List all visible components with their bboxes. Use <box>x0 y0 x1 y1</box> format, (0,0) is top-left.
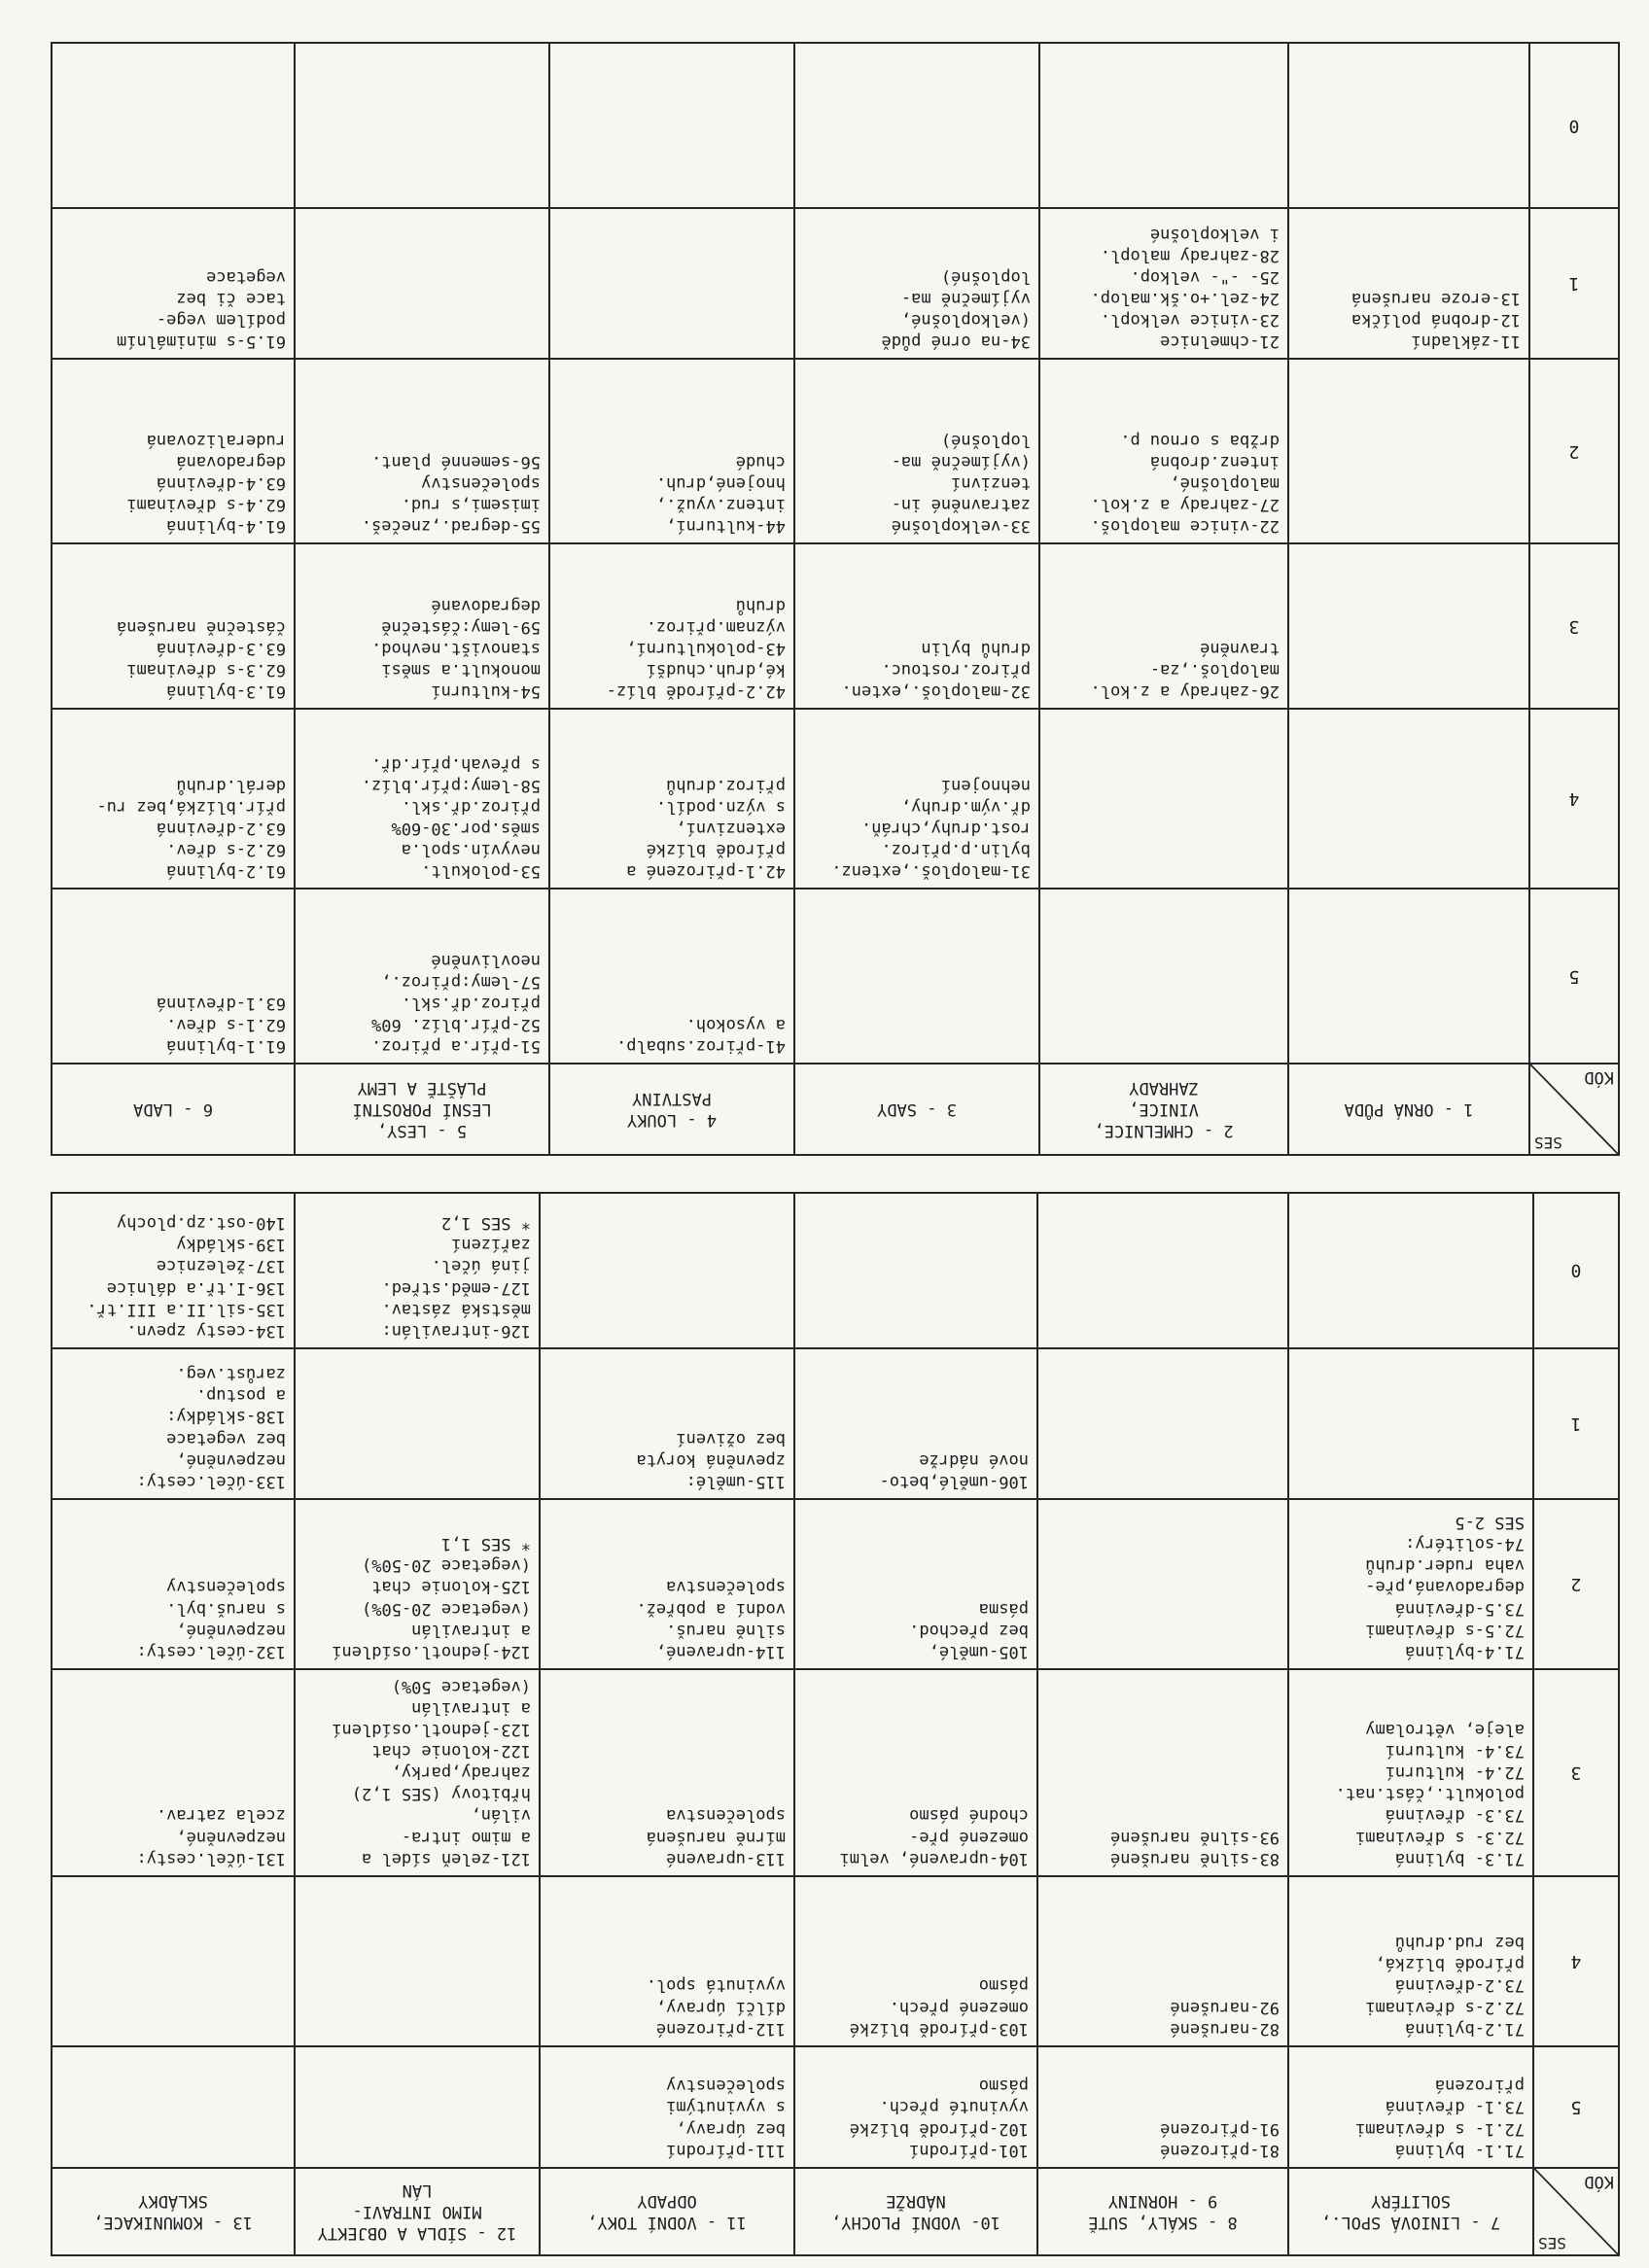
table-cell: 71.3- bylinná 72.3- s dřevinami 73.3- dřevinná polokult.,část.nat. 72.4- kulturní 73.4- kulturní aleje, větrolamy <box>1288 1669 1533 1876</box>
table-cell <box>1288 709 1529 889</box>
table-cell: 131-účel.cesty: nezpevněné, zcela zatrav. <box>52 1669 295 1876</box>
table-cell: 33-velkoplošné zatravněné in- tenzivní (vyjímečně ma- loplošné) <box>794 359 1039 543</box>
table-row <box>52 1499 1619 1669</box>
table-cell: 106-umělé,beto- nové nádrže <box>794 1348 1037 1499</box>
row-code: 0 <box>1529 43 1619 208</box>
table-cell: 21-chmelnice 23-vinice velkopl. 24-zel.+o.šk.malop. 25- -"- velkop. 28-zahrady malopl. i velkoplošné <box>1039 208 1288 359</box>
table-cell <box>295 1348 540 1499</box>
table-row <box>52 709 1619 889</box>
row-code: 3 <box>1533 1669 1619 1876</box>
table-cell: 126-intravilán: městská zástav. 127-eměd.střed. jiná účel. zařízení * SES 1,2 <box>295 1193 540 1348</box>
table-cell: 31-maloploš.,extenz. bylin.p.přiroz. rost.druhy,chráň. dř.vým.druhy, nehnojení <box>794 709 1039 889</box>
column-header-liniova-spol: 7 - LINIOVÁ SPOL., SOLITÉRY <box>1288 2168 1533 2255</box>
table-cell: 103-přírodě blízké omezené přech. pásmo <box>794 1876 1037 2046</box>
corner-kod-label: KÓD <box>1584 1067 1614 1088</box>
table-cell <box>1288 43 1529 208</box>
table-cell: 121-zeleň sídel a a mimo intra- vilán, hřbitovy (SES 1,2) zahrady,parky, 122-koloniе chat 123-jednotl.osídlení a intravilán (vegetace 50%) <box>295 1669 540 1876</box>
table-cell: 133-účel.cesty: nezpevněné, bez vegetace 138-skládky: a postup. zarůst.veg. <box>52 1348 295 1499</box>
row-code: 4 <box>1533 1876 1619 2046</box>
table-cell <box>1288 543 1529 709</box>
table-cell: 42.1-přirozené a přírodě blízké extenzivní, s význ.podíl. přiroz.druhů <box>549 709 794 889</box>
table-cell: 112-přirozené dílčí úpravy, vyvinutá spol. <box>540 1876 794 2046</box>
table-cell <box>794 889 1039 1064</box>
corner-ses-label: SES <box>1538 2234 1566 2252</box>
row-code: 5 <box>1529 889 1619 1064</box>
table-cell <box>1039 43 1288 208</box>
table-cell: 22-vinice maloploš. 27-zahrady a z.kol. maloplošné, intenz.drobná držba s ornou p. <box>1039 359 1288 543</box>
row-code: 0 <box>1533 1193 1619 1348</box>
column-header-lada: 6 - LADA <box>52 1064 295 1155</box>
table-cell: 55-degrad.,znečeš. imisemi,s rud. společenstvy 56-semenné plant. <box>295 359 549 543</box>
table-cell: 61.3-bylinná 62.3-s dřevinami 63.3-dřevinná částečně narušená <box>52 543 295 709</box>
table-cell: 71.2-bylinná 72.2-s dřevinami 73.2-dřevinná přírodě blízká, bez rud.druhů <box>1288 1876 1533 2046</box>
table-cell <box>549 208 794 359</box>
row-code: 4 <box>1529 709 1619 889</box>
table-row <box>52 543 1619 709</box>
ses-table-linear-water-settlements <box>51 1192 1620 2256</box>
table-cell: 53-polokult. nevyvín.spol.a směs.por.30-60% přiroz.dř.skl. 58-lemy:přír.blíz. s převah.přír.dř. <box>295 709 549 889</box>
ses-table-land-use <box>51 42 1620 1156</box>
table-cell: 105-umělé, bez přechod. pásma <box>794 1499 1037 1669</box>
column-header-vodni-toky: 11 - VODNÍ TOKY, ODPADY <box>540 2168 794 2255</box>
table-cell <box>1288 1193 1533 1348</box>
column-header-sady: 3 - SADY <box>794 1064 1039 1155</box>
table-cell: 104-upravené, velmi omezené pře- chodné pásmo <box>794 1669 1037 1876</box>
column-header-skaly: 8 - SKÁLY, SUTĚ 9 - HORNINY <box>1037 2168 1288 2255</box>
row-code: 1 <box>1529 208 1619 359</box>
table-cell: 26-zahrady a z.kol. maloploš.,za- travněné <box>1039 543 1288 709</box>
table-cell <box>52 2046 295 2168</box>
table-cell: 51-přír.a přiroz. 52-přír.blíz. 60% přiroz.dř.skl. 57-lemy:přiroz., neovlivněné <box>295 889 549 1064</box>
table-cell: 32-maloploš.,exten. přiroz.rostouc. druhů bylin <box>794 543 1039 709</box>
table-cell <box>295 2046 540 2168</box>
column-header-louky: 4 - LOUKY PASTVINY <box>549 1064 794 1155</box>
table-row <box>52 208 1619 359</box>
table-cell: 111-přírodní bez úpravy, s vyvinutými společenstvy <box>540 2046 794 2168</box>
table-cell: 101-přírodní 102-přírodě blízké vyvinuté přech. pásmo <box>794 2046 1037 2168</box>
table-cell: 71.1- bylinná 72.1- s dřevinami 73.1- dřevinná přirozená <box>1288 2046 1533 2168</box>
corner-ses-label: SES <box>1534 1134 1562 1152</box>
table-cell: 83-silně narušené 93-silně narušené <box>1037 1669 1288 1876</box>
table-cell <box>1288 889 1529 1064</box>
table-cell: 11-základní 12-drobná políčka 13-eroze narušená <box>1288 208 1529 359</box>
corner-cell <box>1533 2168 1619 2255</box>
table-row <box>52 1193 1619 1348</box>
corner-kod-label: KÓD <box>1584 2171 1614 2191</box>
table-cell <box>1039 709 1288 889</box>
table-cell: 61.2-bylinná 62.2-s dřev. 63.2-dřevinná přír.blízká,bez ru- derál.druhů <box>52 709 295 889</box>
table-cell <box>1037 1193 1288 1348</box>
table-cell: 42.2-přírodě blíz- ké,druh.chudší 43-polokulturní, význam.přiroz. druhů <box>549 543 794 709</box>
row-code: 5 <box>1533 2046 1619 2168</box>
column-header-lesy: 5 - LESY, LESNÍ POROSTNÍ PLÁŠTĚ A LEMY <box>295 1064 549 1155</box>
table-cell <box>295 208 549 359</box>
table-cell: 71.4-bylinná 72.5-s dřevinami 73.5-dřevinná degradovaná,pře- vaha ruder.druhů 74-solitéry: SES 2-5 <box>1288 1499 1533 1669</box>
table-row <box>52 889 1619 1064</box>
table-row <box>52 1348 1619 1499</box>
table-row <box>52 1669 1619 1876</box>
column-header-vodni-plochy: 10- VODNÍ PLOCHY, NÁDRŽE <box>794 2168 1037 2255</box>
column-header-chmelnice: 2 - CHMELNICE, VINICE, ZAHRADY <box>1039 1064 1288 1155</box>
table-cell <box>549 43 794 208</box>
table-row <box>52 359 1619 543</box>
table-cell <box>52 43 295 208</box>
table-cell: 113-upravené mírně narušená společenstva <box>540 1669 794 1876</box>
table-cell <box>1288 359 1529 543</box>
table-cell <box>1037 1348 1288 1499</box>
table-cell: 34-na orné půdě (velkoplošné, vyjímečně ma- loplošné) <box>794 208 1039 359</box>
table-cell <box>295 43 549 208</box>
row-code: 1 <box>1533 1348 1619 1499</box>
table-cell: 134-cesty zpevn. 135-sil.II.a III.tř. 136-I.tř.a dálnice 137-železnice 139-skládky 140-ost.zp.plochy <box>52 1193 295 1348</box>
table-row <box>52 1876 1619 2046</box>
column-header-sidla: 12 - SÍDLA A OBJEKTY MIMO INTRAVI- LÁN <box>295 2168 540 2255</box>
header-row <box>52 1064 1619 1155</box>
table-cell <box>794 1193 1037 1348</box>
table-cell: 41-přiroz.subalp. a vysokoh. <box>549 889 794 1064</box>
table-cell <box>540 1193 794 1348</box>
table-cell <box>295 1876 540 2046</box>
table-row <box>52 43 1619 208</box>
table-cell: 132-účel.cesty: nezpevněné, s naruš.byl. společenstvy <box>52 1499 295 1669</box>
table-cell: 61.4-bylinná 62.4-s dřevinami 63.4-dřevinná degradovaná ruderalizovaná <box>52 359 295 543</box>
row-code: 2 <box>1529 359 1619 543</box>
column-header-orna-puda: 1 - ORNÁ PŮDA <box>1288 1064 1529 1155</box>
table-cell <box>1039 889 1288 1064</box>
row-code: 2 <box>1533 1499 1619 1669</box>
table-cell: 114-upravené, silně naruš. vodní a pobřež. společenstva <box>540 1499 794 1669</box>
column-header-komunikace: 13 - KOMUNIKACE, SKLÁDKY <box>52 2168 295 2255</box>
table-cell: 61.5-s minimálním podílem vege- tace či bez vegetace <box>52 208 295 359</box>
table-cell: 82-narušené 92-narušené <box>1037 1876 1288 2046</box>
table-cell: 61.1-bylinná 62.1-s dřev. 63.1-dřevinná <box>52 889 295 1064</box>
corner-cell <box>1529 1064 1619 1155</box>
table-cell: 81-přirozené 91-přirozené <box>1037 2046 1288 2168</box>
header-row <box>52 2168 1619 2255</box>
table-row <box>52 2046 1619 2168</box>
row-code: 3 <box>1529 543 1619 709</box>
table-cell: 54-kulturní monokult.a směsi stanovišt.nevhod. 59-lemy:částečně degradované <box>295 543 549 709</box>
table-cell: 44-kulturní, intenz.využ., hnojené,druh. chudé <box>549 359 794 543</box>
table-cell <box>52 1876 295 2046</box>
table-cell <box>794 43 1039 208</box>
table-cell: 124-jednotl.osídlení a intravilán (vegetace 20-50%) 125-kolonie chat (vegetace 20-50%) * SES 1,1 <box>295 1499 540 1669</box>
table-cell <box>1288 1348 1533 1499</box>
table-cell <box>1037 1499 1288 1669</box>
table-cell: 115-umělé: zpevněná koryta bez oživení <box>540 1348 794 1499</box>
